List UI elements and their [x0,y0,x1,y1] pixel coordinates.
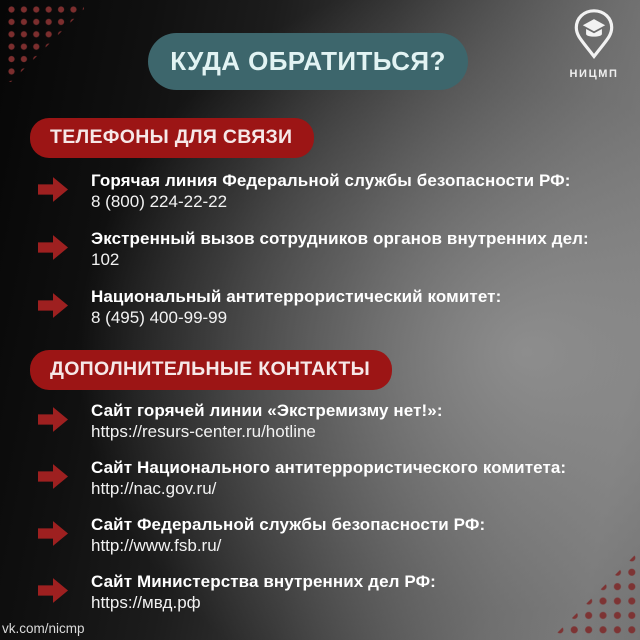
content [30,118,624,629]
item-value: 102 [91,249,120,269]
arrow-icon [38,577,68,604]
item-text [91,401,443,442]
graduation-cap-pin-icon [569,49,619,66]
list-item [30,515,624,556]
section-heading-contacts: ДОПОЛНИТЕЛЬНЫЕ КОНТАКТЫ [30,350,392,390]
item-text [91,287,501,328]
item-label: Сайт Национального антитеррористического комитета: [91,458,567,477]
arrow-icon [38,406,68,433]
item-text [91,171,571,212]
item-value: https://мвд.рф [91,592,201,612]
list-item [30,401,624,442]
item-value: 8 (800) 224-22-22 [91,191,228,211]
item-value: http://www.fsb.ru/ [91,535,222,555]
page-title [148,33,468,90]
nicmp-logo [558,8,630,80]
vk-watermark: vk.com/nicmp [2,621,85,636]
arrow-icon [38,292,68,319]
item-value: https://resurs-center.ru/hotline [91,421,316,441]
page-title-text: КУДА ОБРАТИТЬСЯ? [170,46,446,76]
arrow-icon [38,463,68,490]
phones-section [30,171,624,328]
item-label: Сайт горячей линии «Экстремизму нет!»: [91,401,443,420]
logo-label: НИЦМП [569,68,619,80]
item-value: http://nac.gov.ru/ [91,478,217,498]
item-text [91,515,485,556]
contacts-section [30,401,624,613]
arrow-icon [38,520,68,547]
item-label: Горячая линия Федеральной службы безопасности РФ: [91,171,571,190]
list-item [30,458,624,499]
item-text [91,458,566,499]
item-text [91,572,436,613]
list-item [30,572,624,613]
section-heading-phones: ТЕЛЕФОНЫ ДЛЯ СВЯЗИ [30,118,314,158]
arrow-icon [38,176,68,203]
item-label: Сайт Министерства внутренних дел РФ: [91,572,436,591]
item-label: Экстренный вызов сотрудников органов внутренних дел: [91,229,589,248]
dots-pattern-top-left [8,6,84,82]
item-label: Сайт Федеральной службы безопасности РФ: [91,515,486,534]
item-value: 8 (495) 400-99-99 [91,307,228,327]
item-text [91,229,589,270]
list-item [30,287,624,328]
item-label: Национальный антитеррористический комитет: [91,287,502,306]
list-item [30,229,624,270]
arrow-icon [38,234,68,261]
list-item [30,171,624,212]
